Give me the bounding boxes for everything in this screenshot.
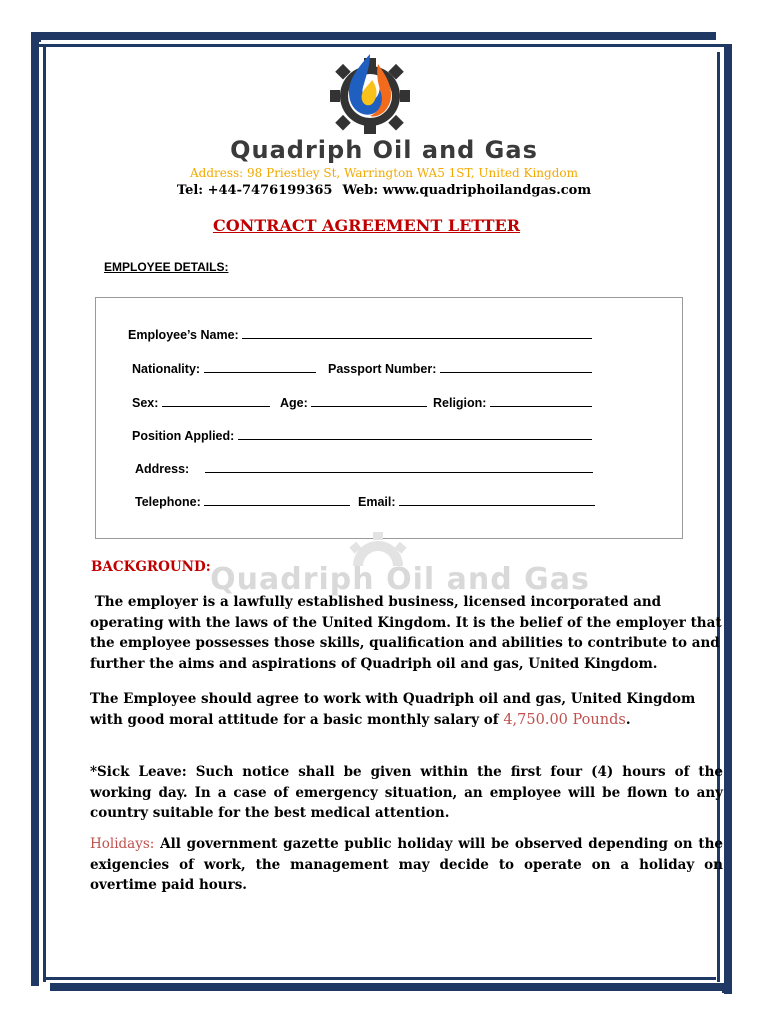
telephone-label: Telephone: bbox=[135, 495, 201, 509]
page-border-top-inner bbox=[36, 44, 724, 47]
address-line[interactable] bbox=[205, 460, 593, 473]
email-label: Email: bbox=[358, 495, 396, 509]
background-paragraph bbox=[90, 592, 730, 674]
telephone-field[interactable] bbox=[135, 493, 350, 509]
document-title: CONTRACT AGREEMENT LETTER bbox=[212, 216, 521, 235]
age-label: Age: bbox=[280, 396, 308, 410]
salary-paragraph-text: The Employee should agree to work with Quadriph oil and gas, United Kingdom with good moral attitude for a basic monthly salary of bbox=[90, 691, 696, 728]
watermark-gear-icon bbox=[345, 532, 411, 566]
company-tel: Tel: +44-7476199365 bbox=[176, 183, 333, 198]
salary-paragraph-end: . bbox=[625, 711, 631, 728]
company-address: Address: 98 Priestley St, Warrington WA5 1ST, United Kingdom bbox=[190, 166, 578, 180]
background-paragraph-text: The employer is a lawfully established business, licensed incorporated and operating with the laws of the United Kingdom. It is the belief of the employer that the employee possesses those skills, qualification and abilities to contribute to and further the aims and aspirations of Quadriph oil and gas, United Kingdom. bbox=[90, 594, 722, 672]
holidays-paragraph bbox=[90, 834, 723, 896]
email-line[interactable] bbox=[399, 493, 595, 506]
email-field[interactable] bbox=[358, 493, 595, 509]
employee-name-field[interactable] bbox=[128, 326, 592, 342]
sick-leave-paragraph: *Sick Leave: Such notice shall be given within the first four (4) hours of the working day. In a case of emergency situation, an employee will be flown to any country suitable for the best medical attention. bbox=[90, 764, 723, 821]
page-border-bottom bbox=[50, 983, 730, 991]
passport-number-field[interactable] bbox=[328, 360, 592, 376]
religion-line[interactable] bbox=[490, 394, 592, 407]
holidays-text: All government gazette public holiday will be observed depending on the exigencies of work, the management may decide to operate on a holiday on overtime paid hours. bbox=[90, 836, 723, 893]
nationality-label: Nationality: bbox=[132, 362, 201, 376]
religion-field[interactable] bbox=[433, 394, 592, 410]
age-line[interactable] bbox=[311, 394, 427, 407]
position-applied-field[interactable] bbox=[132, 427, 592, 443]
page-border-top bbox=[36, 32, 716, 40]
address-label: Address: bbox=[135, 462, 190, 476]
watermark: Quadriph Oil and Gas bbox=[210, 562, 590, 597]
position-applied-line[interactable] bbox=[238, 427, 592, 440]
passport-number-label: Passport Number: bbox=[328, 362, 437, 376]
company-logo-icon bbox=[312, 50, 428, 136]
passport-number-line[interactable] bbox=[440, 360, 592, 373]
page-border-bottom-inner bbox=[43, 977, 716, 980]
holidays-label: Holidays: bbox=[90, 836, 155, 852]
position-applied-label: Position Applied: bbox=[132, 429, 235, 443]
company-web: Web: www.quadriphoilandgas.com bbox=[342, 183, 592, 198]
nationality-field[interactable] bbox=[132, 360, 316, 376]
employee-details-heading: EMPLOYEE DETAILS: bbox=[104, 260, 229, 274]
sex-field[interactable] bbox=[132, 394, 270, 410]
company-name: Quadriph Oil and Gas bbox=[230, 136, 538, 164]
border-corner bbox=[31, 32, 41, 42]
background-heading: BACKGROUND: bbox=[91, 559, 211, 575]
age-field[interactable] bbox=[280, 394, 427, 410]
religion-label: Religion: bbox=[433, 396, 487, 410]
sex-line[interactable] bbox=[162, 394, 270, 407]
salary-amount: 4,750.00 Pounds bbox=[503, 711, 626, 728]
sex-label: Sex: bbox=[132, 396, 159, 410]
salary-paragraph bbox=[90, 689, 720, 730]
nationality-line[interactable] bbox=[204, 360, 316, 373]
border-corner bbox=[722, 983, 732, 993]
telephone-line[interactable] bbox=[204, 493, 350, 506]
company-contact bbox=[0, 183, 768, 198]
employee-name-line[interactable] bbox=[242, 326, 592, 339]
employee-name-label: Employee’s Name: bbox=[128, 328, 239, 342]
address-field[interactable] bbox=[135, 460, 593, 476]
